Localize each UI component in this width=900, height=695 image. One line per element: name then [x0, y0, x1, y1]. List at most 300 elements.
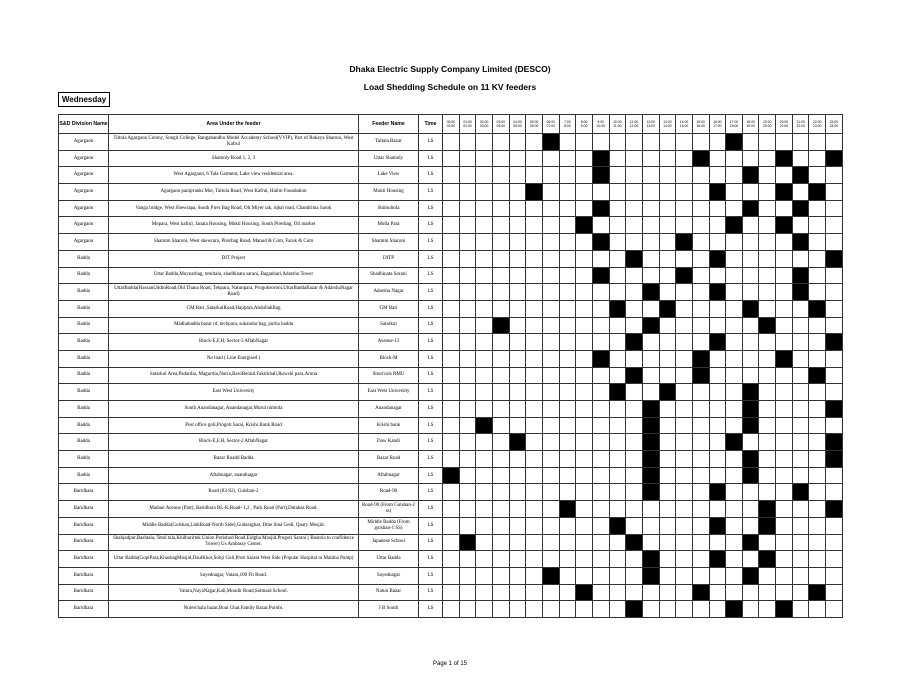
- header-hour: [742, 115, 759, 134]
- shedding-slot-empty: [726, 501, 743, 518]
- shedding-slot-empty: [459, 551, 476, 568]
- shedding-slot-empty: [592, 217, 609, 234]
- shedding-slot-empty: [659, 467, 676, 484]
- shedding-slot-empty: [592, 334, 609, 351]
- time-cell: LS: [419, 601, 443, 618]
- shedding-slot-empty: [659, 367, 676, 384]
- shedding-slot-empty: [459, 150, 476, 167]
- shedding-slot-empty: [642, 501, 659, 518]
- shedding-slot-empty: [776, 384, 793, 401]
- shedding-slot-empty: [642, 534, 659, 551]
- shedding-slot-empty: [642, 134, 659, 151]
- shedding-slot-empty: [742, 267, 759, 284]
- shedding-slot-filled: [542, 567, 559, 584]
- shedding-slot-empty: [492, 150, 509, 167]
- shedding-slot-empty: [492, 234, 509, 251]
- shedding-slot-empty: [692, 517, 709, 534]
- shedding-slot-filled: [576, 584, 593, 601]
- shedding-slot-empty: [559, 567, 576, 584]
- shedding-slot-empty: [476, 501, 493, 518]
- shedding-slot-empty: [776, 417, 793, 434]
- table-row: [59, 601, 843, 618]
- shedding-slot-empty: [443, 250, 460, 267]
- shedding-slot-empty: [776, 401, 793, 418]
- shedding-slot-empty: [626, 484, 643, 501]
- shedding-slot-empty: [592, 551, 609, 568]
- table-row: [59, 234, 843, 251]
- area-cell: Shamim Sharoni, West shewrara, Pirerbag Road, Manud & Com, Faruk & Com: [109, 234, 359, 251]
- shedding-slot-empty: [559, 517, 576, 534]
- feeder-cell: Uttar Shamoly: [359, 150, 419, 167]
- shedding-slot-empty: [559, 234, 576, 251]
- shedding-slot-empty: [692, 300, 709, 317]
- shedding-slot-filled: [776, 217, 793, 234]
- shedding-slot-empty: [676, 551, 693, 568]
- shedding-slot-empty: [726, 334, 743, 351]
- shedding-slot-empty: [559, 384, 576, 401]
- shedding-slot-empty: [609, 334, 626, 351]
- shedding-slot-empty: [542, 317, 559, 334]
- shedding-slot-empty: [443, 551, 460, 568]
- shedding-slot-empty: [443, 417, 460, 434]
- shedding-slot-filled: [642, 317, 659, 334]
- shedding-slot-empty: [792, 517, 809, 534]
- shedding-slot-empty: [459, 234, 476, 251]
- feeder-cell: Sayednagar: [359, 567, 419, 584]
- shedding-slot-filled: [592, 234, 609, 251]
- shedding-slot-empty: [443, 534, 460, 551]
- shedding-slot-empty: [509, 350, 526, 367]
- shedding-slot-empty: [443, 601, 460, 618]
- shedding-slot-empty: [742, 484, 759, 501]
- shedding-slot-empty: [609, 434, 626, 451]
- shedding-slot-empty: [476, 134, 493, 151]
- shedding-slot-empty: [542, 451, 559, 468]
- shedding-slot-empty: [526, 517, 543, 534]
- shedding-slot-filled: [776, 601, 793, 618]
- shedding-slot-empty: [576, 434, 593, 451]
- shedding-slot-filled: [692, 584, 709, 601]
- shedding-slot-empty: [792, 417, 809, 434]
- shedding-slot-empty: [492, 434, 509, 451]
- area-cell: West Agargaon, 6 Tala Garment, Lake view residential area.: [109, 167, 359, 184]
- shedding-slot-empty: [659, 267, 676, 284]
- shedding-slot-empty: [809, 401, 826, 418]
- shedding-slot-empty: [642, 267, 659, 284]
- table-row: [59, 134, 843, 151]
- header-hour: [642, 115, 659, 134]
- shedding-slot-empty: [609, 217, 626, 234]
- shedding-slot-empty: [592, 517, 609, 534]
- shedding-slot-empty: [542, 551, 559, 568]
- shedding-slot-empty: [476, 467, 493, 484]
- shedding-slot-empty: [526, 234, 543, 251]
- hour-start: 18:00: [746, 119, 755, 124]
- shedding-slot-empty: [459, 417, 476, 434]
- shedding-slot-empty: [792, 134, 809, 151]
- division-cell: Badda: [59, 334, 109, 351]
- shedding-slot-filled: [492, 317, 509, 334]
- shedding-slot-empty: [459, 467, 476, 484]
- shedding-slot-empty: [476, 384, 493, 401]
- table-row: [59, 484, 843, 501]
- shedding-slot-filled: [609, 517, 626, 534]
- shedding-slot-empty: [659, 234, 676, 251]
- shedding-slot-empty: [609, 234, 626, 251]
- shedding-slot-empty: [809, 284, 826, 301]
- shedding-slot-empty: [676, 150, 693, 167]
- shedding-slot-empty: [559, 284, 576, 301]
- shedding-slot-empty: [676, 484, 693, 501]
- header-hour: [459, 115, 476, 134]
- shedding-slot-empty: [592, 284, 609, 301]
- division-cell: Badda: [59, 451, 109, 468]
- header-hour: [676, 115, 693, 134]
- shedding-slot-empty: [676, 584, 693, 601]
- shedding-slot-empty: [626, 401, 643, 418]
- shedding-slot-empty: [443, 200, 460, 217]
- shedding-slot-empty: [776, 501, 793, 518]
- hour-start: 16:00: [713, 119, 722, 124]
- feeder-cell: Lake View: [359, 167, 419, 184]
- shedding-slot-empty: [626, 217, 643, 234]
- shedding-slot-empty: [792, 551, 809, 568]
- shedding-slot-empty: [476, 517, 493, 534]
- hour-start: 13:00: [663, 119, 672, 124]
- area-cell: Aftabnagar, ananduagar: [109, 467, 359, 484]
- shedding-slot-empty: [459, 250, 476, 267]
- shedding-slot-filled: [776, 150, 793, 167]
- shedding-slot-empty: [792, 434, 809, 451]
- shedding-slot-empty: [742, 150, 759, 167]
- shedding-slot-empty: [626, 234, 643, 251]
- hour-start: 12:00: [646, 119, 655, 124]
- shedding-slot-empty: [509, 200, 526, 217]
- hour-start: 17:00: [729, 119, 739, 124]
- shedding-slot-empty: [826, 417, 843, 434]
- shedding-slot-empty: [609, 451, 626, 468]
- shedding-slot-empty: [809, 384, 826, 401]
- shedding-slot-empty: [692, 601, 709, 618]
- shedding-slot-empty: [526, 150, 543, 167]
- header-hour: [443, 115, 460, 134]
- shedding-slot-filled: [659, 300, 676, 317]
- shedding-slot-empty: [692, 234, 709, 251]
- shedding-slot-empty: [559, 367, 576, 384]
- header-hour: [592, 115, 609, 134]
- shedding-slot-filled: [592, 167, 609, 184]
- shedding-slot-empty: [542, 350, 559, 367]
- hour-start: 04:00: [513, 119, 522, 124]
- shedding-slot-empty: [576, 484, 593, 501]
- shedding-slot-empty: [459, 584, 476, 601]
- area-cell: UttarBadda(HassanUddinRoad,Old Thana Road, Tekpara, Natunpara, Progotisoroni,UttarBaddaBazar & AdarshaNagar Road): [109, 284, 359, 301]
- shedding-slot-empty: [692, 417, 709, 434]
- header-time: Time: [419, 115, 443, 134]
- shedding-slot-empty: [826, 134, 843, 151]
- shedding-slot-filled: [792, 234, 809, 251]
- shedding-slot-empty: [559, 267, 576, 284]
- shedding-slot-empty: [592, 451, 609, 468]
- shedding-slot-empty: [659, 401, 676, 418]
- shedding-slot-filled: [742, 467, 759, 484]
- shedding-slot-empty: [509, 250, 526, 267]
- shedding-slot-empty: [542, 501, 559, 518]
- shedding-slot-empty: [792, 501, 809, 518]
- shedding-slot-empty: [559, 551, 576, 568]
- shedding-slot-filled: [809, 184, 826, 201]
- shedding-slot-empty: [509, 551, 526, 568]
- shedding-slot-empty: [659, 517, 676, 534]
- document-subtitle: Load Shedding Schedule on 11 KV feeders: [363, 82, 537, 92]
- shedding-slot-empty: [709, 317, 726, 334]
- shedding-slot-empty: [659, 334, 676, 351]
- table-row: [59, 300, 843, 317]
- shedding-slot-filled: [642, 401, 659, 418]
- division-cell: Badda: [59, 401, 109, 418]
- shedding-slot-empty: [642, 167, 659, 184]
- shedding-slot-empty: [592, 134, 609, 151]
- shedding-slot-empty: [476, 434, 493, 451]
- shedding-slot-empty: [459, 517, 476, 534]
- feeder-cell: Uttar Badda: [359, 551, 419, 568]
- shedding-slot-filled: [509, 434, 526, 451]
- feeder-cell: Shimultola: [359, 200, 419, 217]
- shedding-slot-empty: [792, 150, 809, 167]
- time-cell: LS: [419, 567, 443, 584]
- shedding-slot-empty: [759, 134, 776, 151]
- shedding-slot-empty: [459, 350, 476, 367]
- division-cell: Badda: [59, 384, 109, 401]
- shedding-slot-empty: [542, 167, 559, 184]
- feeder-cell: Shadhinata Sorani: [359, 267, 419, 284]
- header-hour: [542, 115, 559, 134]
- shedding-slot-empty: [792, 367, 809, 384]
- shedding-slot-empty: [792, 384, 809, 401]
- area-cell: Madhabadda bazar rd, techpara, sukandar bag, purba badda: [109, 317, 359, 334]
- shedding-slot-empty: [759, 200, 776, 217]
- shedding-slot-empty: [692, 384, 709, 401]
- shedding-slot-empty: [492, 217, 509, 234]
- shedding-slot-empty: [692, 184, 709, 201]
- feeder-cell: East West University: [359, 384, 419, 401]
- shedding-slot-empty: [492, 601, 509, 618]
- shedding-slot-empty: [626, 551, 643, 568]
- shedding-slot-empty: [526, 167, 543, 184]
- shedding-slot-empty: [692, 567, 709, 584]
- shedding-slot-filled: [792, 484, 809, 501]
- time-cell: LS: [419, 134, 443, 151]
- shedding-slot-filled: [609, 300, 626, 317]
- shedding-slot-empty: [742, 234, 759, 251]
- header-hour: [509, 115, 526, 134]
- shedding-slot-filled: [826, 401, 843, 418]
- feeder-cell: Natun Bazar: [359, 584, 419, 601]
- division-cell: Baridhara: [59, 517, 109, 534]
- shedding-slot-empty: [476, 167, 493, 184]
- shedding-slot-empty: [443, 501, 460, 518]
- shedding-slot-filled: [642, 567, 659, 584]
- shedding-slot-empty: [559, 184, 576, 201]
- shedding-slot-empty: [809, 234, 826, 251]
- shedding-slot-empty: [492, 417, 509, 434]
- shedding-slot-empty: [792, 534, 809, 551]
- shedding-slot-empty: [676, 317, 693, 334]
- area-cell: Post office goli,Progoti Sarai, Krishi Bank Road: [109, 417, 359, 434]
- shedding-slot-filled: [642, 484, 659, 501]
- shedding-slot-filled: [592, 267, 609, 284]
- shedding-slot-empty: [576, 384, 593, 401]
- hour-start: 02:00: [479, 119, 489, 124]
- shedding-slot-empty: [492, 267, 509, 284]
- shedding-slot-empty: [709, 534, 726, 551]
- shedding-slot-empty: [492, 484, 509, 501]
- shedding-slot-empty: [709, 350, 726, 367]
- shedding-slot-empty: [826, 200, 843, 217]
- hour-start: 19:00: [763, 119, 772, 124]
- shedding-slot-empty: [759, 367, 776, 384]
- shedding-slot-empty: [592, 484, 609, 501]
- area-cell: South Anandanagar, Anandanagar,Murul nimtola: [109, 401, 359, 418]
- shedding-slot-empty: [443, 134, 460, 151]
- shedding-slot-empty: [509, 367, 526, 384]
- shedding-slot-empty: [542, 150, 559, 167]
- shedding-slot-empty: [759, 234, 776, 251]
- hour-end: 22:00: [796, 124, 805, 128]
- shedding-slot-empty: [576, 184, 593, 201]
- hour-end: 02:00: [463, 124, 472, 128]
- shedding-slot-empty: [726, 417, 743, 434]
- shedding-slot-empty: [509, 334, 526, 351]
- table-row: [59, 467, 843, 484]
- shedding-slot-filled: [592, 350, 609, 367]
- shedding-slot-empty: [476, 334, 493, 351]
- schedule-table: [58, 114, 843, 618]
- time-cell: LS: [419, 551, 443, 568]
- shedding-slot-empty: [459, 334, 476, 351]
- shedding-slot-empty: [476, 267, 493, 284]
- shedding-slot-empty: [576, 467, 593, 484]
- shedding-slot-empty: [792, 401, 809, 418]
- shedding-slot-empty: [542, 401, 559, 418]
- area-cell: Vatara,NayaNagar,Kali,Moudir Road,Solmaid School.: [109, 584, 359, 601]
- shedding-slot-empty: [526, 451, 543, 468]
- shedding-slot-empty: [526, 217, 543, 234]
- shedding-slot-filled: [709, 484, 726, 501]
- table-row: [59, 267, 843, 284]
- shedding-slot-empty: [576, 601, 593, 618]
- shedding-slot-empty: [726, 584, 743, 601]
- shedding-slot-empty: [792, 334, 809, 351]
- shedding-slot-empty: [476, 300, 493, 317]
- shedding-slot-empty: [609, 551, 626, 568]
- shedding-slot-empty: [576, 250, 593, 267]
- division-cell: Badda: [59, 317, 109, 334]
- shedding-slot-empty: [592, 250, 609, 267]
- shedding-slot-empty: [676, 184, 693, 201]
- shedding-slot-empty: [792, 567, 809, 584]
- shedding-slot-empty: [576, 401, 593, 418]
- table-row: [59, 567, 843, 584]
- shedding-slot-empty: [609, 367, 626, 384]
- time-cell: LS: [419, 217, 443, 234]
- shedding-slot-empty: [559, 467, 576, 484]
- hour-end: 14:00: [663, 124, 672, 128]
- shedding-slot-empty: [609, 350, 626, 367]
- shedding-slot-empty: [809, 567, 826, 584]
- time-cell: LS: [419, 334, 443, 351]
- shedding-slot-empty: [792, 601, 809, 618]
- shedding-slot-empty: [492, 367, 509, 384]
- shedding-slot-empty: [576, 367, 593, 384]
- shedding-slot-empty: [692, 484, 709, 501]
- shedding-slot-empty: [576, 451, 593, 468]
- shedding-slot-empty: [609, 250, 626, 267]
- shedding-slot-empty: [526, 350, 543, 367]
- shedding-slot-filled: [826, 150, 843, 167]
- division-cell: Baridhara: [59, 501, 109, 518]
- shedding-slot-filled: [642, 417, 659, 434]
- hour-end: 07:00: [546, 124, 556, 128]
- hour-start: 9:00: [597, 119, 605, 124]
- shedding-slot-filled: [559, 501, 576, 518]
- shedding-slot-empty: [526, 534, 543, 551]
- shedding-slot-empty: [759, 250, 776, 267]
- shedding-slot-empty: [726, 150, 743, 167]
- shedding-slot-empty: [742, 284, 759, 301]
- shedding-slot-filled: [742, 300, 759, 317]
- shedding-slot-empty: [809, 501, 826, 518]
- shedding-slot-empty: [742, 517, 759, 534]
- shedding-slot-empty: [509, 284, 526, 301]
- shedding-slot-empty: [809, 534, 826, 551]
- shedding-slot-empty: [776, 234, 793, 251]
- shedding-slot-empty: [742, 184, 759, 201]
- feeder-cell: Taltala Bazar: [359, 134, 419, 151]
- shedding-slot-empty: [492, 384, 509, 401]
- shedding-slot-empty: [709, 217, 726, 234]
- shedding-slot-empty: [659, 484, 676, 501]
- shedding-slot-empty: [826, 300, 843, 317]
- shedding-slot-empty: [726, 200, 743, 217]
- time-cell: LS: [419, 434, 443, 451]
- shedding-slot-empty: [759, 401, 776, 418]
- time-cell: LS: [419, 534, 443, 551]
- shedding-slot-empty: [759, 167, 776, 184]
- document-title: Dhaka Electric Supply Company Limited (DESCO): [349, 64, 551, 74]
- shedding-slot-empty: [559, 417, 576, 434]
- shedding-slot-empty: [692, 434, 709, 451]
- shedding-slot-empty: [626, 150, 643, 167]
- division-cell: Badda: [59, 284, 109, 301]
- shedding-slot-empty: [592, 467, 609, 484]
- shedding-slot-empty: [609, 150, 626, 167]
- shedding-slot-empty: [826, 517, 843, 534]
- feeder-cell: Anandanagar: [359, 401, 419, 418]
- shedding-slot-empty: [476, 551, 493, 568]
- shedding-slot-empty: [826, 350, 843, 367]
- shedding-slot-empty: [509, 234, 526, 251]
- shedding-slot-empty: [509, 134, 526, 151]
- shedding-slot-empty: [559, 250, 576, 267]
- shedding-slot-empty: [509, 601, 526, 618]
- shedding-slot-empty: [826, 384, 843, 401]
- shedding-slot-empty: [692, 267, 709, 284]
- shedding-slot-empty: [459, 300, 476, 317]
- shedding-slot-empty: [476, 584, 493, 601]
- shedding-slot-empty: [709, 267, 726, 284]
- shedding-slot-empty: [759, 567, 776, 584]
